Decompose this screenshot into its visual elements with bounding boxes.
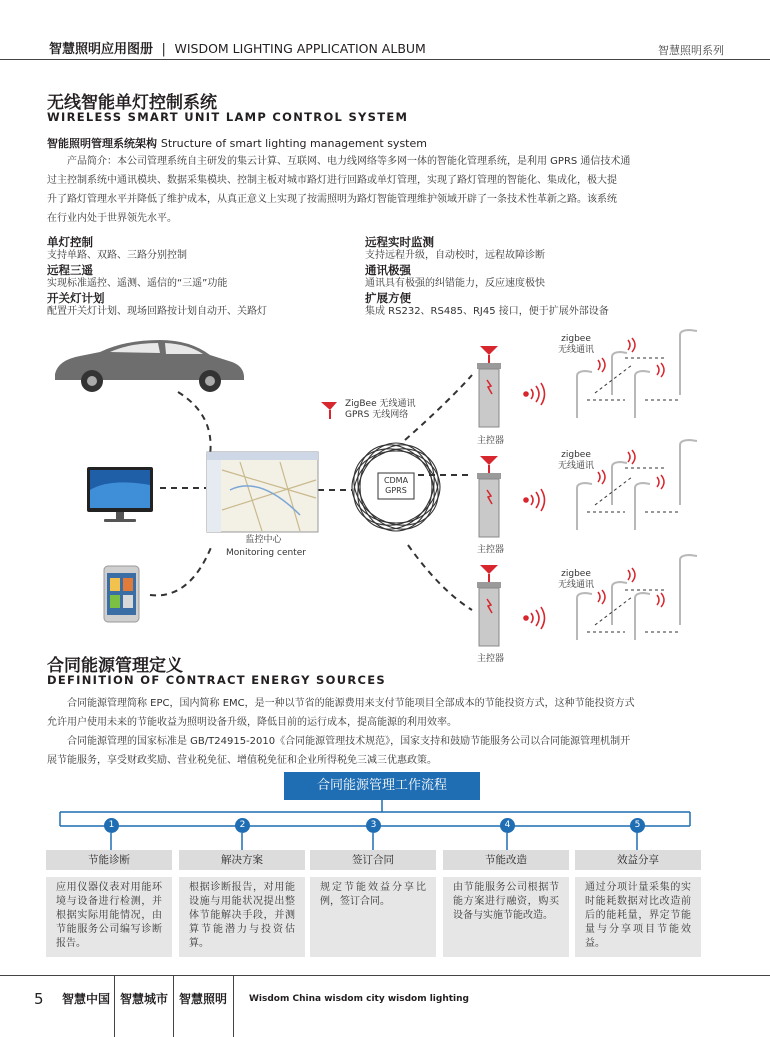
street-lamp-grid: [577, 330, 697, 640]
feature-desc: 实现标准遥控、遥测、遥信的“三遥”功能: [47, 278, 228, 289]
step-title: 节能改造: [443, 850, 569, 870]
footer-cn-item: 智慧城市: [120, 992, 169, 1006]
controller-label: 主控器: [477, 654, 505, 664]
monitoring-center-label: 监控中心 Monitoring center: [226, 535, 306, 558]
map-screenshot: [207, 452, 318, 532]
step-title: 节能诊断: [46, 850, 172, 870]
epc-paragraph: 合同能源管理简称 EPC，国内简称 EMC，是一种以节省的能源费用来支付节能项目全部成本的节能投资方式，这种节能投资方式 允许用户使用未来的节能收益为照明设备升级，降低目前的运行成本，提高能源的利用效率。 合同能源管理的国家标准是 GB/T24915-2010《合同能源管理技术规范》，国家支持和鼓励节能服务公司以合同能源管理机制开 展节能服务，享受财政奖励、营业税免征、增值税免征和企业所得税免三减三优惠政策。: [47, 698, 635, 766]
antenna-icon: [321, 402, 337, 419]
footer-separator: [233, 976, 234, 1037]
step-number: 4: [500, 818, 515, 833]
section1-title: 无线智能单灯控制系统: [47, 93, 217, 113]
car-icon: [55, 340, 244, 392]
footer-en: Wisdom China wisdom city wisdom lighting: [249, 994, 469, 1004]
controller-label: 主控器: [477, 436, 505, 446]
signal-waves: [524, 383, 545, 629]
step-desc: 由节能服务公司根据节能方案进行融资，购买设备与实施节能改造。: [443, 877, 569, 957]
feature-desc: 集成 RS232、RS485、RJ45 接口，便于扩展外部设备: [365, 306, 609, 317]
album-title-cn: 智慧照明应用图册: [49, 42, 154, 57]
step-number: 3: [366, 818, 381, 833]
controller-label: 主控器: [477, 545, 505, 555]
album-title-en: WISDOM LIGHTING APPLICATION ALBUM: [174, 41, 426, 56]
section2-title: 合同能源管理定义: [47, 656, 183, 676]
zigbee-gprs-label: ZigBee 无线通讯 GPRS 无线网络: [345, 399, 416, 420]
feature-title: 远程三遥: [47, 263, 93, 277]
step-desc: 根据诊断报告，对用能设施与用能状况提出整体节能解决手段，并测算节能潜力与投资估算。: [179, 877, 305, 957]
step-desc: 应用仪器仪表对用能环境与设备进行检测，并根据实际用能情况，由节能服务公司编写诊断报告。: [46, 877, 172, 957]
feature-title: 扩展方便: [365, 291, 411, 305]
monitor-icon: [87, 467, 153, 522]
footer-cn-item: 智慧中国: [62, 992, 111, 1006]
section1-subtitle: 智能照明管理系统架构 Structure of smart lighting management system: [47, 137, 427, 150]
zigbee-label: zigbee 无线通讯: [558, 334, 595, 355]
header-divider: [0, 59, 770, 60]
step-title: 效益分享: [575, 850, 701, 870]
cloud-label: CDMA GPRS: [383, 476, 409, 495]
zigbee-label: zigbee 无线通讯: [558, 569, 595, 590]
intro-paragraph: 产品简介：本公司管理系统自主研发的集云计算、互联网、电力线网络等多网一体的智能化管理系统，是利用 GPRS 通信技术通 过主控制系统中通讯模块、数据采集模块、控制主板对城市路灯进行回路或单灯管理，实现了路灯管理的智能化、集成化，极大提 升了路灯管理水平并降低了维护成本，从真正意义上实现了按需照明为路灯智能管理维护领域开辟了一条技术性革新之路。该系统 在行业内处于世界领先水平。: [47, 156, 631, 224]
step-desc: 规定节能效益分享比例，签订合同。: [310, 877, 436, 957]
feature-desc: 支持远程升级，自动校时，远程故障诊断: [365, 250, 545, 261]
feature-desc: 配置开关灯计划、现场回路按计划自动开、关路灯: [47, 306, 267, 317]
step-title: 解决方案: [179, 850, 305, 870]
feature-desc: 通讯具有极强的纠错能力，反应速度极快: [365, 278, 545, 289]
zigbee-label: zigbee 无线通讯: [558, 450, 595, 471]
footer-divider: [0, 975, 770, 976]
step-title: 签订合同: [310, 850, 436, 870]
step-number: 5: [630, 818, 645, 833]
footer-separator: [114, 976, 115, 1037]
footer-separator: [173, 976, 174, 1037]
footer-cn-item: 智慧照明: [179, 992, 228, 1006]
feature-list-right: [365, 235, 609, 319]
step-desc: 通过分项计量采集的实时能耗数据对比改造前后的能耗量，界定节能量与分享项目节能效益。: [575, 877, 701, 957]
page-number: 5: [34, 990, 44, 1008]
step-number: 1: [104, 818, 119, 833]
step-number: 2: [235, 818, 250, 833]
feature-title: 通讯极强: [365, 263, 411, 277]
series-label: 智慧照明系列: [658, 44, 724, 57]
feature-title: 开关灯计划: [47, 291, 105, 305]
section2-title-en: DEFINITION OF CONTRACT ENERGY SOURCES: [47, 673, 386, 687]
album-title: 智慧照明应用图册 | WISDOM LIGHTING APPLICATION ALBUM: [49, 41, 426, 57]
feature-title: 单灯控制: [47, 235, 93, 249]
feature-title: 远程实时监测: [365, 235, 434, 249]
feature-list-left: [47, 235, 267, 319]
section1-title-en: WIRELESS SMART UNIT LAMP CONTROL SYSTEM: [47, 110, 409, 124]
feature-desc: 支持单路、双路、三路分别控制: [47, 250, 187, 261]
controller-cabinets: [477, 346, 501, 646]
phone-icon: [104, 566, 139, 622]
flow-title: 合同能源管理工作流程: [284, 772, 480, 800]
